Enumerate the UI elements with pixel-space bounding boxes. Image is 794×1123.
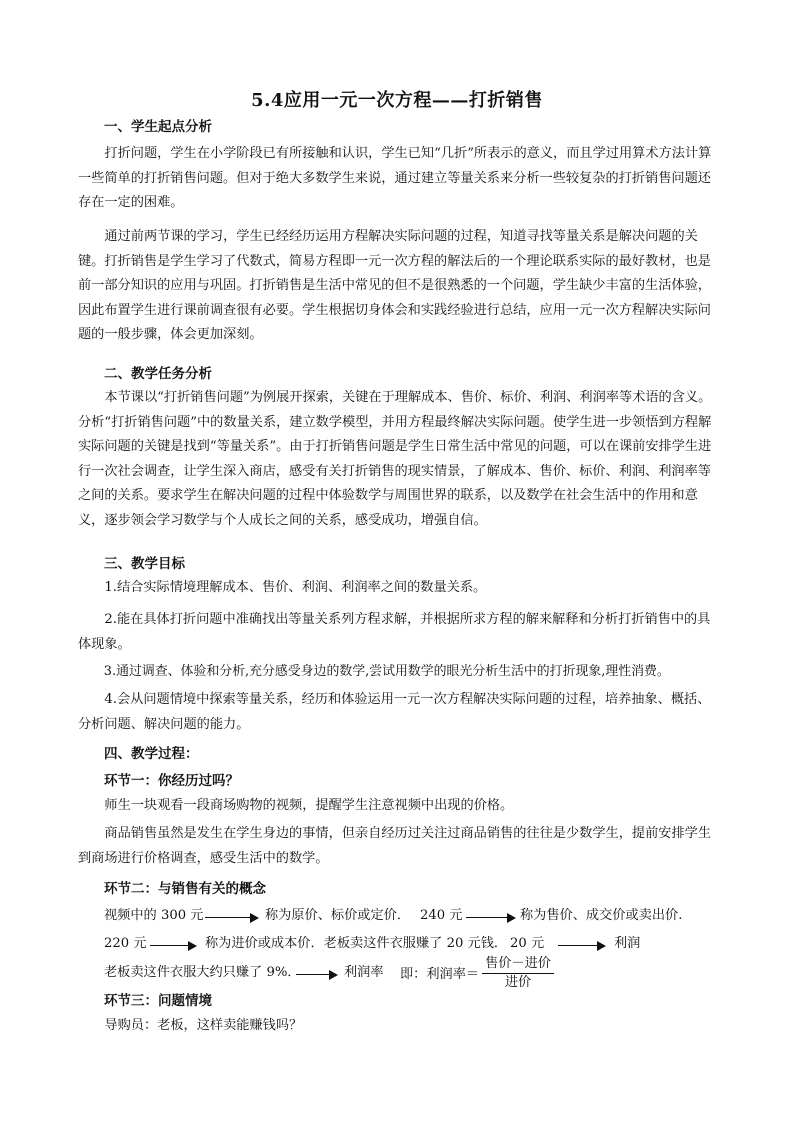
concept-text: 称为进价或成本价．老板卖这件衣服赚了 20 元钱． [205,936,508,951]
step-heading-1: 环节一：你经历过吗？ [104,773,239,789]
concept-text: 老板卖这件衣服大约只赚了 9%． [104,965,301,980]
section-heading-3: 三、教学目标 [104,556,185,572]
paragraph [78,794,718,819]
section-heading-2: 二、教学任务分析 [104,366,212,382]
section-heading-1: 一、学生起点分析 [104,119,212,135]
step-heading-3: 环节三：问题情境 [104,993,212,1009]
concept-text: 240 元 [420,908,463,923]
concept-text: 20 元 [510,936,545,951]
goal-item [78,660,718,685]
concept-text: 称为售价、成交价或卖出价. [520,908,683,923]
profit-rate-fraction [482,956,554,991]
paragraph [78,822,718,871]
paragraph [78,1014,718,1039]
paragraph-text: 导购员：老板，这样卖能赚钱吗？ [104,1018,303,1033]
section-heading-4: 四、教学过程： [104,746,199,762]
goal-text: 2.能在具体打折问题中准确找出等量关系列方程求解，并根据所求方程的解来解释和分析打折销售中的具体现象。 [78,612,711,652]
paragraph-text: 师生一块观看一段商场购物的视频，提醒学生注意视频中出现的价格。 [104,798,514,813]
arrow-icon [296,974,336,975]
paragraph-text: 通过前两节课的学习，学生已经经历运用方程解决实际问题的过程，知道寻找等量关系是解决问题的关键。打折销售是学生学习了代数式，简易方程即一元一次方程的解法后的一个理论联系实际的最好教材，也是前一部分知识的应用与巩固。打折销售是生活中常见的但不是很熟悉的一个问题，学生缺少丰富的生活体验，因此布置学生进行课前调查很有必要。学生根据切身体会和实践经验进行总结，应用一元一次方程解决实际问题的一般步骤，体会更加深刻。 [78,229,711,343]
concept-text: 视频中的 300 元 [104,908,204,923]
fraction-bar [482,973,554,974]
goal-text: 4.会从问题情境中探索等量关系，经历和体验运用一元一次方程解决实际问题的过程，培养抽象、概括、分析问题、解决问题的能力。 [78,692,711,732]
fraction-denominator: 进价 [504,975,532,990]
arrow-icon [558,945,604,946]
step-heading-2: 环节二：与销售有关的概念 [104,881,266,897]
paragraph-text: 本节课以“打折销售问题”为例展开探索，关键在于理解成本、售价、标价、利润、利润率等术语的含义。分析“打折销售问题”中的数量关系，建立数学模型，并用方程最终解决实际问题。使学生进一步领悟到方程解实际问题的关键是找到“等量关系”。由于打折销售问题是学生日常生活中常见的问题，可以在课前安排学生进行一次社会调查，让学生深入商店，感受有关打折销售的现实情景，了解成本、售价、标价、利润、利润率等之间的关系。要求学生在解决问题的过程中体验数学与周围世界的联系，以及数学在社会生活中的作用和意义，逐步领会学习数学与个人成长之间的关系，感受成功，增强自信。 [78,390,712,528]
goal-text: 1.结合实际情境理解成本、售价、利润、利润率之间的数量关系。 [104,580,487,595]
concept-text: 利润率 [344,965,384,980]
page-title: 5.4应用一元一次方程——打折销售 [251,90,543,111]
paragraph-text: 商品销售虽然是发生在学生身边的事情，但亲自经历过关注过商品销售的往往是少数学生，提前安排学生到商场进行价格调查，感受生活中的数学。 [78,826,712,866]
paragraph-text: 打折问题，学生在小学阶段已有所接触和认识，学生已知“几折”所表示的意义，而且学过用算术方法计算一些简单的打折销售问题。但对于绝大多数学生来说，通过建立等量关系来分析一些较复杂的打折销售问题还存在一定的困难。 [78,146,712,211]
goal-item [78,576,718,601]
concept-text: 220 元 [104,936,147,951]
arrow-icon [466,917,514,918]
arrow-icon [150,945,195,946]
concept-text: 称为原价、标价或定价． [265,908,411,923]
formula-label: 即：利润率＝ [400,967,480,982]
paragraph [78,225,718,348]
paragraph [78,142,718,216]
goal-item [78,608,718,657]
fraction-numerator: 售价－进价 [485,956,551,971]
goal-item [78,688,718,737]
arrow-icon [205,917,257,918]
concept-text: 利润 [614,936,641,951]
goal-text: 3.通过调查、体验和分析,充分感受身边的数学,尝试用数学的眼光分析生活中的打折现象,理性消费。 [103,664,670,679]
paragraph [78,386,718,534]
